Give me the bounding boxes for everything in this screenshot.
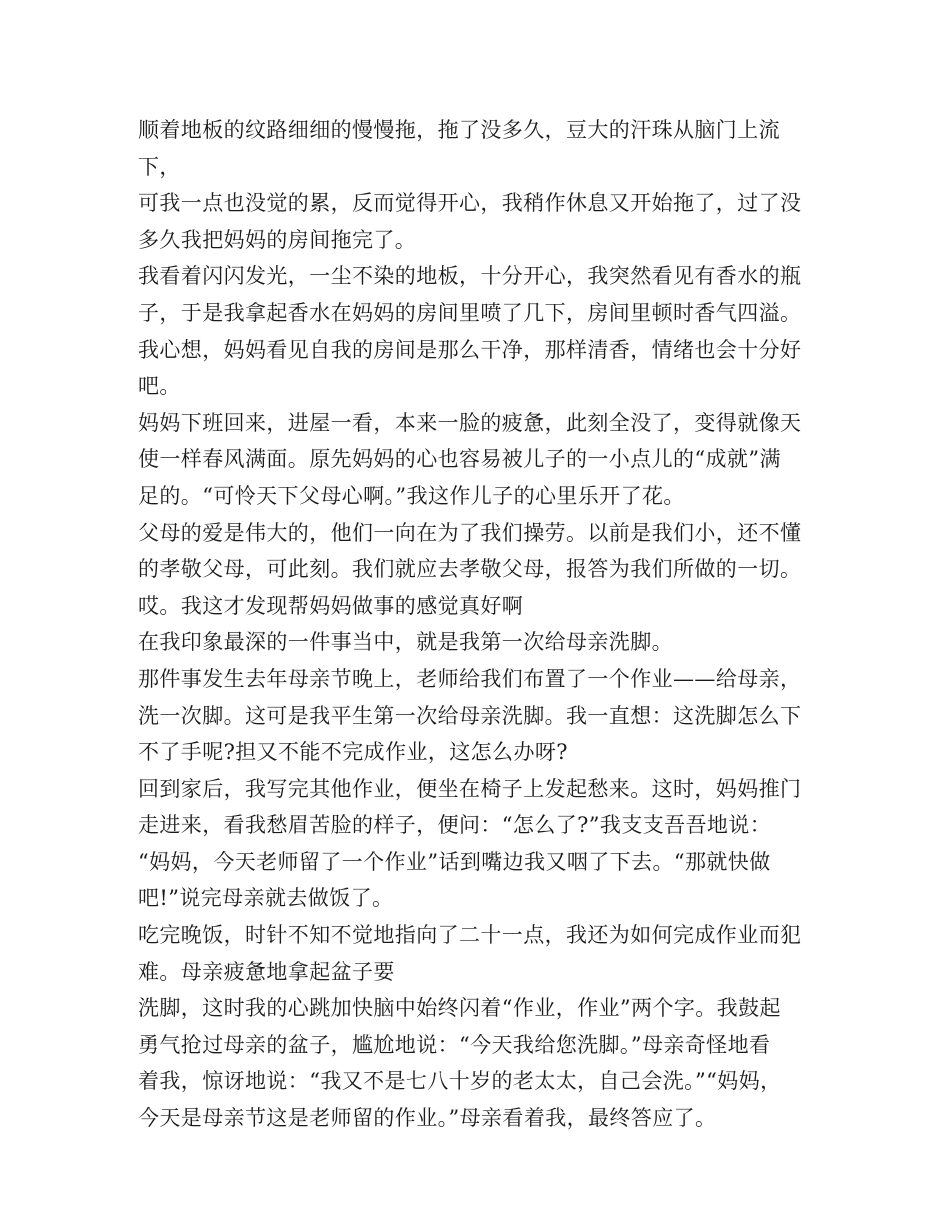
text-line: 回到家后，我写完其他作业，便坐在椅子上发起愁来。这时，妈妈推门 — [138, 776, 802, 801]
text-line: 我心想，妈妈看见自我的房间是那么干净，那样清香，情绪也会十分好 — [138, 337, 802, 362]
essay-body — [138, 112, 818, 1137]
text-line: 我看着闪闪发光，一尘不染的地板，十分开心，我突然看见有香水的瓶 — [138, 264, 802, 289]
text-line: 可我一点也没觉的累，反而觉得开心，我稍作休息又开始拖了，过了没 — [138, 191, 802, 216]
text-line: 着我，惊讶地说：“我又不是七八十岁的老太太，自己会洗。”“妈妈， — [138, 1069, 782, 1094]
text-line: 使一样春风满面。原先妈妈的心也容易被儿子的一小点儿的“成就”满 — [138, 447, 781, 472]
text-line: 洗脚，这时我的心跳加快脑中始终闪着“作业，作业”两个字。我鼓起 — [138, 996, 781, 1021]
text-line: 难。母亲疲惫地拿起盆子要 — [138, 959, 395, 984]
text-line: 多久我把妈妈的房间拖完了。 — [138, 227, 417, 252]
text-line: 哎。我这才发现帮妈妈做事的感觉真好啊 — [138, 593, 524, 618]
text-line: 的孝敬父母，可此刻。我们就应去孝敬父母，报答为我们所做的一切。 — [138, 557, 802, 582]
text-line: 妈妈下班回来，进屋一看，本来一脸的疲惫，此刻全没了，变得就像天 — [138, 410, 802, 435]
text-line: 子，于是我拿起香水在妈妈的房间里喷了几下，房间里顿时香气四溢。 — [138, 300, 802, 325]
text-line: 今天是母亲节这是老师留的作业。”母亲看着我，最终答应了。 — [138, 1106, 717, 1131]
text-line: 走进来，看我愁眉苦脸的样子，便问：“怎么了?”我支支吾吾地说： — [138, 813, 772, 838]
text-line: 足的。“可怜天下父母心啊。”我这作儿子的心里乐开了花。 — [138, 483, 685, 508]
text-line: 在我印象最深的一件事当中，就是我第一次给母亲洗脚。 — [138, 630, 673, 655]
text-line: 吧。 — [138, 374, 181, 399]
text-line: 洗一次脚。这可是我平生第一次给母亲洗脚。我一直想：这洗脚怎么下 — [138, 703, 802, 728]
text-line: 勇气抢过母亲的盆子，尴尬地说：“今天我给您洗脚。”母亲奇怪地看 — [138, 1032, 771, 1057]
text-line: 那件事发生去年母亲节晚上，老师给我们布置了一个作业——给母亲， — [138, 666, 802, 691]
text-line: 顺着地板的纹路细细的慢慢拖，拖了没多久，豆大的汗珠从脑门上流下， — [138, 118, 780, 179]
text-line: 父母的爱是伟大的，他们一向在为了我们操劳。以前是我们小，还不懂 — [138, 520, 802, 545]
text-line: 吧!”说完母亲就去做饭了。 — [138, 886, 394, 911]
text-line: “妈妈，今天老师留了一个作业”话到嘴边我又咽了下去。“那就快做 — [138, 849, 771, 874]
text-line: 不了手呢?担又不能不完成作业，这怎么办呀? — [138, 740, 568, 765]
text-line: 吃完晚饭，时针不知不觉地指向了二十一点，我还为如何完成作业而犯 — [138, 923, 802, 948]
